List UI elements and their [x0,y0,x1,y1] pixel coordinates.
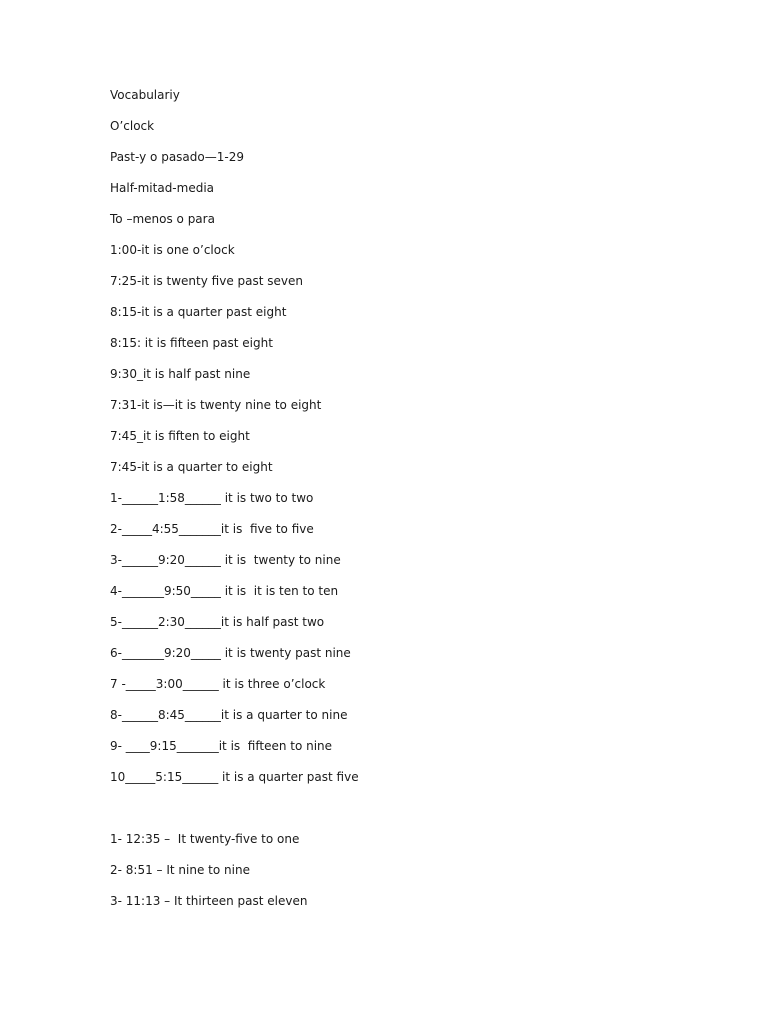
example-line: 8:15-it is a quarter past eight [110,305,287,319]
exercise-line: 2-_____4:55_______it is five to five [110,522,314,536]
exercise-line: 1-______1:58______ it is two to two [110,491,314,505]
vocabulary-item: Past-y o pasado—1-29 [110,150,244,164]
example-line: 7:25-it is twenty five past seven [110,274,303,288]
example-line: 8:15: it is fifteen past eight [110,336,273,350]
exercise-line: 5-______2:30______it is half past two [110,615,325,629]
answer-line: 2- 8:51 – It nine to nine [110,863,250,877]
exercise-line: 10_____5:15______ it is a quarter past five [110,770,359,784]
example-line: 7:45-it is a quarter to eight [110,460,273,474]
example-line: 7:31-it is—it is twenty nine to eight [110,398,322,412]
answer-line: 1- 12:35 – It twenty-five to one [110,832,300,846]
exercise-line: 8-______8:45______it is a quarter to nine [110,708,348,722]
exercise-line: 4-_______9:50_____ it is it is ten to ten [110,584,339,598]
example-line: 7:45_it is fiften to eight [110,429,250,443]
exercise-line: 7 -_____3:00______ it is three o’clock [110,677,326,691]
vocabulary-title: Vocabulariy [110,88,180,102]
section-spacer [110,799,710,830]
exercise-line: 9- ____9:15_______it is fifteen to nine [110,739,333,753]
exercise-line: 6-_______9:20_____ it is twenty past nine [110,646,351,660]
answer-line: 3- 11:13 – It thirteen past eleven [110,894,308,908]
vocabulary-item: To –menos o para [110,212,215,226]
exercise-line: 3-______9:20______ it is twenty to nine [110,553,341,567]
vocabulary-item: O’clock [110,119,155,133]
example-line: 9:30_it is half past nine [110,367,251,381]
vocabulary-item: Half-mitad-media [110,181,215,195]
document-body [110,86,710,923]
example-line: 1:00-it is one o’clock [110,243,235,257]
